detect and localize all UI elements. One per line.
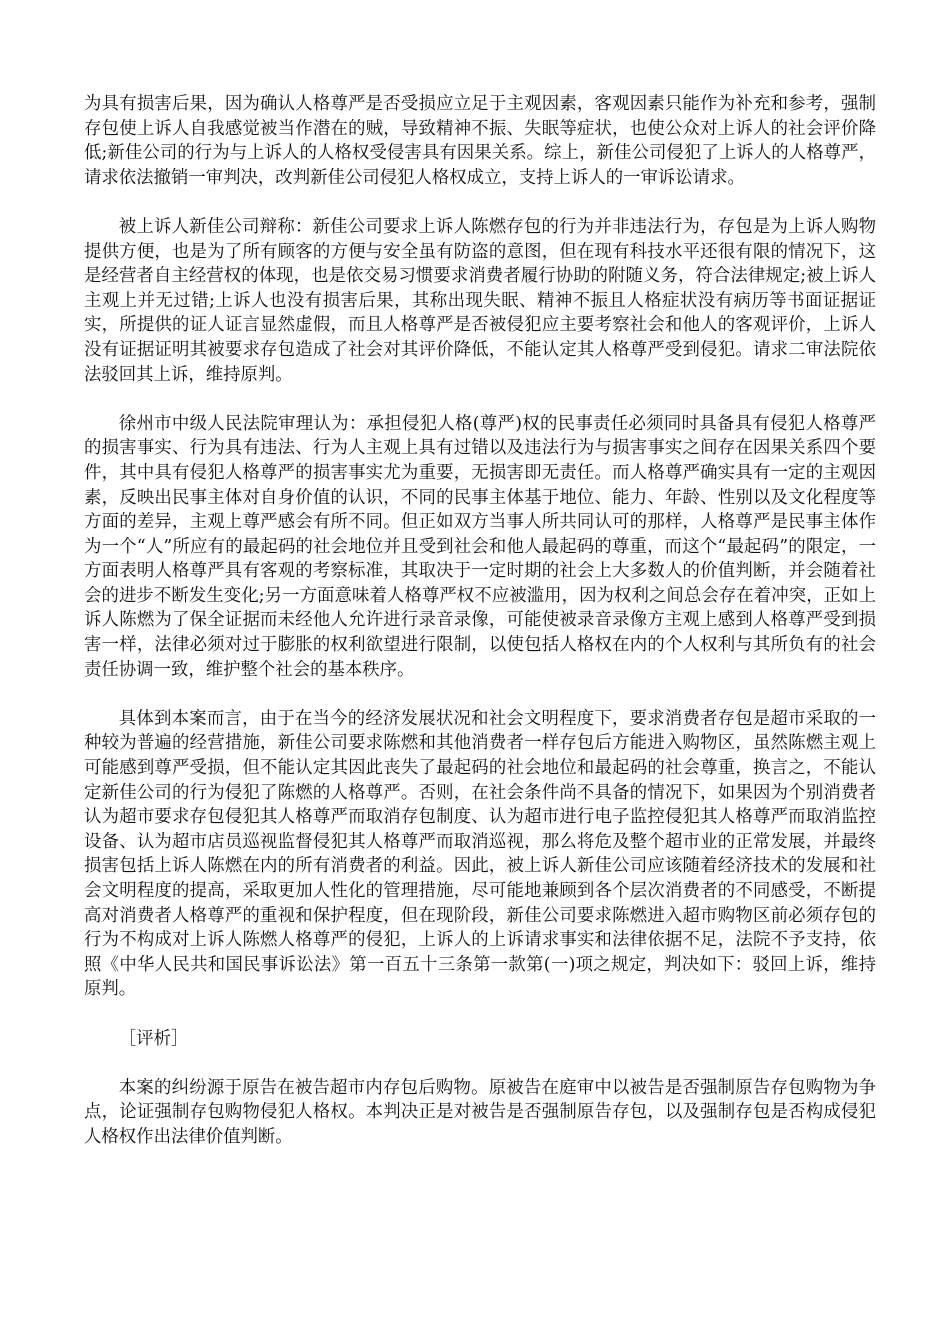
paragraph-case-specific-ruling: 具体到本案而言，由于在当今的经济发展状况和社会文明程度下，要求消费者存包是超市采取的一种较为普遍的经营措施，新佳公司要求陈燃和其他消费者一样存包后方能进入购物区，虽然陈燃主观上可能感到尊严受损，但不能认定其因此丧失了最起码的社会地位和最起码的社会尊重，换言之，不能认定新佳公司的行为侵犯了陈燃的人格尊严。否则，在社会条件尚不具备的情况下，如果因为个别消费者认为超市要求存包侵犯其人格尊严而取消存包制度、认为超市进行电子监控侵犯其人格尊严而取消监控设备、认为超市店员巡视监督侵犯其人格尊严而取消巡视，那么将危及整个超市业的正常发展，并最终损害包括上诉人陈燃在内的所有消费者的利益。因此，被上诉人新佳公司应该随着经济技术的发展和社会文明程度的提高，采取更加人性化的管理措施，尽可能地兼顾到各个层次消费者的不同感受，不断提高对消费者人格尊严的重视和保护程度，但在现阶段，新佳公司要求陈燃进入超市购物区前必须存包的行为不构成对上诉人陈燃人格尊严的侵犯，上诉人的上诉请求事实和法律依据不足，法院不予支持，依照《中华人民共和国民事诉讼法》第一百五十三条第一款第(一)项之规定，判决如下：驳回上诉，维持原判。	[84, 708, 876, 1000]
paragraph-court-reasoning: 徐州市中级人民法院审理认为：承担侵犯人格(尊严)权的民事责任必须同时具备具有侵犯人格尊严的损害事实、行为具有违法、行为人主观上具有过错以及违法行为与损害事实之间存在因果关系四个要件，其中具有侵犯人格尊严的损害事实尤为重要，无损害即无责任。而人格尊严确实具有一定的主观因素，反映出民事主体对自身价值的认识，不同的民事主体基于地位、能力、年龄、性别以及文化程度等方面的差异，主观上尊严感会有所不同。但正如双方当事人所共同认可的那样，人格尊严是民事主体作为一个“人”所应有的最起码的社会地位并且受到社会和他人最起码的尊重，而这个“最起码”的限定，一方面表明人格尊严具有客观的考察标准，其取决于一定时期的社会上大多数人的价值判断，并会随着社会的进步不断发生变化;另一方面意味着人格尊严权不应被滥用，因为权利之间总会存在着冲突，正如上诉人陈燃为了保全证据而未经他人允许进行录音录像，可能使被录音录像方主观上感到人格尊严受到损害一样，法律必须对过于膨胀的权利欲望进行限制，以使包括人格权在内的个人权利与其所负有的社会责任协调一致，维护整个社会的基本秩序。	[84, 413, 876, 680]
paragraph-commentary: 本案的纠纷源于原告在被告超市内存包后购物。原被告在庭审中以被告是否强制原告存包购物为争点，论证强制存包购物侵犯人格权。本判决正是对被告是否强制原告存包，以及强制存包是否构成侵犯人格权作出法律价值判断。	[84, 1077, 876, 1147]
document-page	[84, 92, 876, 1174]
paragraph-appellee-defense: 被上诉人新佳公司辩称：新佳公司要求上诉人陈燃存包的行为并非违法行为，存包是为上诉人购物提供方便，也是为了所有顾客的方便与安全虽有防盗的意图，但在现有科技水平还很有限的情况下，这是经营者自主经营权的体现，也是依交易习惯要求消费者履行协助的附随义务，符合法律规定;被上诉人主观上并无过错;上诉人也没有损害后果，其称出现失眠、精神不振且人格症状没有病历等书面证据证实，所提供的证人证言显然虚假，而且人格尊严是否被侵犯应主要考察社会和他人的客观评价，上诉人没有证据证明其被要求存包造成了社会对其评价降低，不能认定其人格尊严受到侵犯。请求二审法院依法驳回其上诉，维持原判。	[84, 216, 876, 385]
paragraph-appellant-claim-continued: 为具有损害后果，因为确认人格尊严是否受损应立足于主观因素，客观因素只能作为补充和参考，强制存包使上诉人自我感觉被当作潜在的贼，导致精神不振、失眠等症状，也使公众对上诉人的社会评价降低;新佳公司的行为与上诉人的人格权受侵害具有因果关系。综上，新佳公司侵犯了上诉人的人格尊严，请求依法撤销一审判决，改判新佳公司侵犯人格权成立，支持上诉人的一审诉讼请求。	[84, 94, 876, 188]
section-heading-commentary: ［评析］	[118, 1028, 189, 1049]
